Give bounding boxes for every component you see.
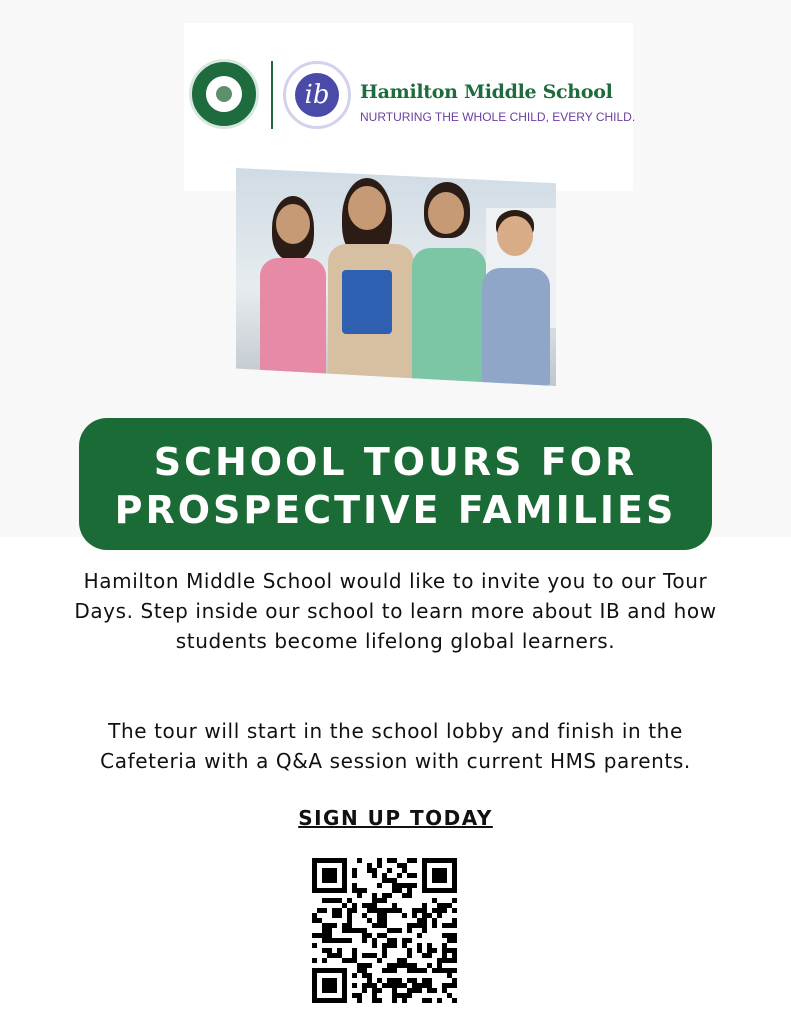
school-name: Hamilton Middle School bbox=[360, 81, 613, 103]
sign-up-heading: SIGN UP TODAY bbox=[298, 806, 493, 830]
student-figure bbox=[324, 178, 416, 386]
tour-details-paragraph: The tour will start in the school lobby and finish in the Cafeteria with a Q&A session with current HMS parents. bbox=[100, 719, 691, 773]
qr-code-graphic bbox=[312, 858, 457, 1003]
ib-world-school-logo bbox=[283, 61, 351, 129]
student-figure bbox=[408, 182, 488, 386]
student-figure bbox=[258, 196, 328, 386]
seal-emblem-icon bbox=[216, 86, 232, 102]
students-photo bbox=[236, 168, 556, 386]
qr-code-icon[interactable] bbox=[312, 858, 457, 1003]
student-figure bbox=[480, 210, 552, 386]
page-title-line-2: PROSPECTIVE FAMILIES bbox=[114, 488, 677, 532]
invitation-paragraph: Hamilton Middle School would like to invite you to our Tour Days. Step inside our school to learn more about IB and how students become lifelong global learners. bbox=[74, 569, 717, 653]
seal-center-icon bbox=[204, 74, 244, 114]
ib-logo-mark: ib bbox=[295, 73, 339, 117]
qr-modules bbox=[312, 858, 457, 1003]
title-banner bbox=[79, 418, 712, 550]
logo-banner bbox=[184, 23, 636, 191]
school-tagline: NURTURING THE WHOLE CHILD, EVERY CHILD. bbox=[360, 110, 636, 124]
school-seal-logo bbox=[189, 59, 259, 129]
logo-divider bbox=[271, 61, 273, 129]
page-title-line-1: SCHOOL TOURS FOR bbox=[153, 440, 638, 484]
